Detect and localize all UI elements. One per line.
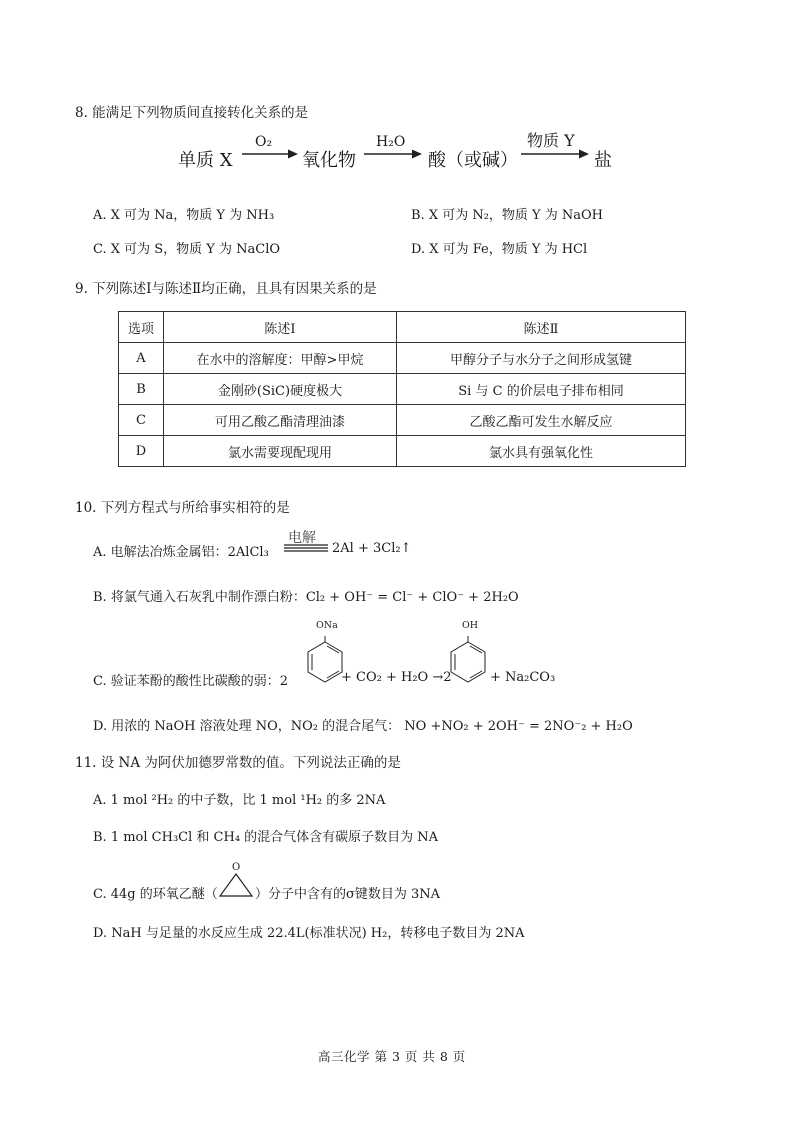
q11-c-suffix: ）分子中含有的σ键数目为 3NA [255,887,441,902]
epoxide-ring-icon [216,872,256,898]
table-cell: Si 与 C 的价层电子排布相同 [397,374,686,405]
question-9-stem: 9. 下列陈述Ⅰ与陈述Ⅱ均正确，且具有因果关系的是 [75,281,377,297]
q11-c-label-o: O [232,862,241,873]
q10-c-suffix: + Na₂CO₃ [490,670,556,685]
table-cell: 氯水需要现配现用 [164,436,397,467]
table-cell: 金刚砂(SiC)硬度极大 [164,374,397,405]
benzene-ring-icon [305,636,345,686]
q10-a-products: 2Al + 3Cl₂↑ [332,541,412,556]
q8-option-c: C. X 可为 S，物质 Y 为 NaClO [93,242,281,257]
table-cell: C [119,405,164,436]
table-cell: 甲醇分子与水分子之间形成氢键 [397,343,686,374]
table-header-statement-1: 陈述Ⅰ [164,312,397,343]
q11-c-prefix: C. 44g 的环氧乙醚（ [93,887,218,902]
q10-a-reactants: A. 电解法冶炼金属铝：2AlCl₃ [93,545,269,560]
table-row [119,405,686,436]
equals-sign-icon [284,544,328,552]
chain-node-element-x: 单质 X [178,150,233,171]
table-cell: 乙酸乙酯可发生水解反应 [397,405,686,436]
chain-arrow-2 [364,148,422,160]
q11-option-b: B. 1 mol CH₃Cl 和 CH₄ 的混合气体含有碳原子数目为 NA [93,830,439,845]
chain-arrow-1 [242,148,298,160]
chain-reagent-water: H₂O [376,134,406,150]
q10-option-b: B. 将氯气通入石灰乳中制作漂白粉：Cl₂ + OH⁻ = Cl⁻ + ClO⁻ + 2H₂O [93,590,519,605]
table-header-statement-2: 陈述Ⅱ [397,312,686,343]
q8-option-d: D. X 可为 Fe，物质 Y 为 HCl [411,242,588,257]
q11-option-a: A. 1 mol ²H₂ 的中子数，比 1 mol ¹H₂ 的多 2NA [93,793,386,808]
question-10-stem: 10. 下列方程式与所给事实相符的是 [75,500,290,516]
table-cell: 可用乙酸乙酯清理油漆 [164,405,397,436]
q10-a-condition: 电解 [288,530,316,546]
table-header-row [119,312,686,343]
q10-option-d: D. 用浓的 NaOH 溶液处理 NO，NO₂ 的混合尾气： NO +NO₂ + 2OH⁻ = 2NO⁻₂ + H₂O [93,719,633,734]
chain-node-oxide: 氧化物 [302,150,356,171]
q10-c-label-oh: OH [462,620,479,631]
chain-node-salt: 盐 [594,150,612,171]
q11-option-d: D. NaH 与足量的水反应生成 22.4L(标准状况) H₂，转移电子数目为 2NA [93,926,525,941]
table-cell: 氯水具有强氧化性 [397,436,686,467]
chain-reagent-y: 物质 Y [527,131,575,150]
chain-node-acid-base: 酸（或碱） [428,150,518,171]
page-footer: 高三化学 第 3 页 共 8 页 [318,1049,466,1064]
table-cell: D [119,436,164,467]
table-cell: A [119,343,164,374]
chain-reagent-o2: O₂ [255,134,273,150]
q8-option-a: A. X 可为 Na，物质 Y 为 NH₃ [93,208,275,223]
question-8-stem: 8. 能满足下列物质间直接转化关系的是 [75,105,309,121]
table-row [119,436,686,467]
chain-arrow-3 [521,148,589,160]
q10-c-label-ona: ONa [316,620,338,631]
q8-option-b: B. X 可为 N₂，物质 Y 为 NaOH [411,208,604,223]
table-header-option: 选项 [119,312,164,343]
table-row [119,343,686,374]
statement-table [118,311,686,467]
table-row [119,374,686,405]
benzene-ring-icon [448,636,488,686]
table-cell: 在水中的溶解度：甲醇>甲烷 [164,343,397,374]
q10-c-middle: + CO₂ + H₂O →2 [341,670,452,685]
q10-c-prefix: C. 验证苯酚的酸性比碳酸的弱：2 [93,674,289,689]
question-11-stem: 11. 设 NA 为阿伏加德罗常数的值。下列说法正确的是 [75,755,401,771]
table-cell: B [119,374,164,405]
